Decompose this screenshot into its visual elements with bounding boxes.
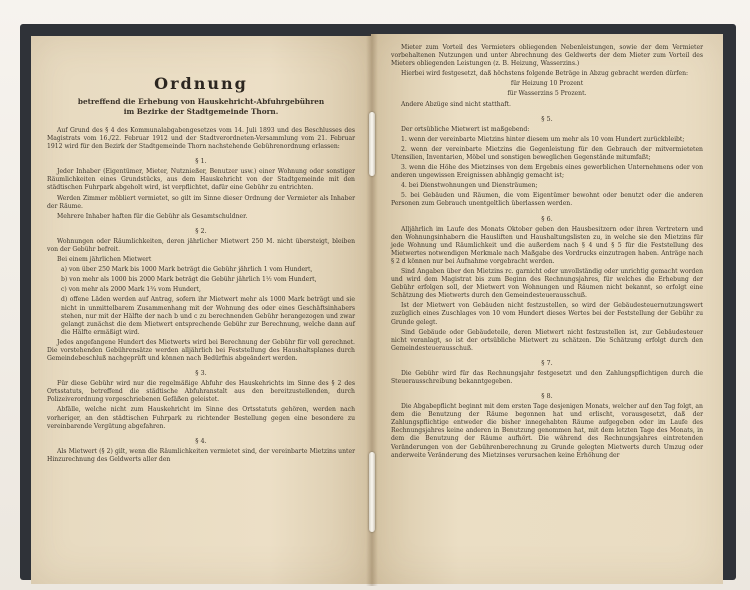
right-page-text [391, 44, 703, 462]
section-5-item-1: 1. wenn der vereinbarte Mietzins hinter diesem um mehr als 10 vom Hundert zurückbleibt; [401, 135, 685, 143]
section-2-item-b: b) von mehr als 1000 bis 2000 Mark beträgt die Gebühr jährlich 1½ vom Hundert, [61, 276, 317, 284]
section-2-paragraph-2: Bei einem jährlichen Mietwert [57, 256, 152, 264]
section-5-item-2: 2. wenn der vereinbarte Mietzins die Gegenleistung für den Gebrauch der mitvermieteten Utensilien, Inventarien, Möbel und sonstigen beweglichen Gegenstände mitumfaßt; [391, 145, 703, 161]
document-subtitle [47, 97, 355, 117]
section-1-paragraph-1: Jeder Inhaber (Eigentümer, Mieter, Nutznießer, Benutzer usw.) einer Wohnung oder sonstiger Räumlichkeiten eines Grundstücks, aus dem Hauskehricht von der Stadtgemeinde mit den städtischen Fuhrpark abgeholt wird, ist verpflichtet, dafür eine Gebühr zu entrichten. [47, 168, 355, 192]
right-page [371, 34, 723, 584]
section-3-heading: § 3. [195, 369, 207, 378]
section-1-heading: § 1. [195, 157, 207, 166]
left-page [31, 36, 371, 584]
section-7-heading: § 7. [541, 358, 553, 367]
intro-paragraph: Auf Grund des § 4 des Kommunalabgabengesetzes vom 14. Juli 1893 und des Beschlusses des Magistrats vom 16./22. Februar 1912 und der Stadtverordneten-Versammlung vom 21. Februar 1912 wird für den Bezirk der Stadtgemeinde Thorn nachstehende Gebührenordnung erlassen: [47, 127, 355, 151]
section-6-heading: § 6. [541, 214, 553, 223]
left-page-text [47, 50, 355, 466]
section-2-item-a: a) von über 250 Mark bis 1000 Mark beträgt die Gebühr jährlich 1 vom Hundert, [61, 266, 313, 274]
section-2-paragraph-1: Wohnungen oder Räumlichkeiten, deren jährlicher Mietwert 250 M. nicht übersteigt, bleiben von der Gebühr befreit. [47, 237, 355, 253]
section-3-paragraph-2: Abfälle, welche nicht zum Hauskehricht im Sinne des Ortsstatuts gehören, werden nach vorheriger, an den städtischen Fuhrpark zu richtender Bestellung gegen eine besondere zu vereinbarende Vergütung abgefahren. [47, 406, 355, 430]
section-6-paragraph-1: Alljährlich im Laufe des Monats Oktober geben den Hausbesitzern oder ihren Vertretern und den Wohnungsinhabern die Hausliften und Haushaltungslisten zu, in welche sie den Mietzins für jede Wohnung und Räumlichkeit und die außerdem nach § 4 und § 5 für die Feststellung des Mietwertes notwendigen Merkmale nach Maßgabe des Vordrucks einzutragen haben. Anträge nach § 2 d können nur bei Aufnahme vorgebracht werden. [391, 225, 703, 265]
subtitle-line-1: betreffend die Erhebung von Hauskehricht-Abfuhrgebühren [77, 97, 325, 106]
deduction-heating: für Heizung 10 Prozent [510, 80, 584, 88]
document-title: Ordnung [154, 74, 248, 93]
section-5-intro: Der ortsübliche Mietwert ist maßgebend: [401, 125, 530, 133]
binding-staple-top [369, 112, 375, 176]
section-2-heading: § 2. [195, 226, 207, 235]
section-2-item-d: d) offene Läden werden auf Antrag, sofern ihr Mietwert mehr als 1000 Mark beträgt und sie nicht in unmittelbarem Zusammenhang mit der Wohnung des oder eines Geschäftsinhabers stehen, nur mit der Hälfte der nach b und c zu berechnenden Gebühr herangezogen und zwar gelangt zunächst die dem Mietwert entsprechende Gebühr zur Berechnung, welche dann auf die Hälfte ermäßigt wird. [61, 296, 355, 336]
section-2-item-c: c) von mehr als 2000 Mark 1¾ vom Hundert, [61, 286, 201, 294]
section-4-heading: § 4. [195, 436, 207, 445]
section-4-paragraph-1: Als Mietwert (§ 2) gilt, wenn die Räumlichkeiten vermietet sind, der vereinbarte Mietzins unter Hinzurechnung des Geldwerts aller den [47, 447, 355, 463]
section-5-item-4: 4. bei Dienstwohnungen und Diensträumen; [401, 182, 538, 190]
section-5-item-5: 5. bei Gebäuden und Räumen, die vom Eigentümer bewohnt oder benutzt oder die anderen Personen zum Gebrauch unentgeltlich überlassen werden. [391, 192, 703, 208]
deduction-note: Andere Abzüge sind nicht statthaft. [401, 100, 511, 108]
section-1-paragraph-2: Werden Zimmer möbliert vermietet, so gilt im Sinne dieser Ordnung der Vermieter als Inhaber der Räume. [47, 194, 355, 210]
section-3-paragraph-1: Für diese Gebühr wird nur die regelmäßige Abfuhr des Hauskehrichts im Sinne des § 2 des Ortsstatuts, betreffend die städtische Abfuhranstalt aus den bereitzustellenden, durch Polizeiverordnung vorgeschriebenen Gefäßen geleistet. [47, 380, 355, 404]
section-8-heading: § 8. [541, 392, 553, 401]
section-8-paragraph-1: Die Abgabepflicht beginnt mit dem ersten Tage desjenigen Monats, welcher auf den Tag folgt, an dem die Benutzung der Räume begonnen hat und erlischt, vorausgesetzt, daß der Zahlungspflichtige entweder die bisher innegehabten Räume aufgegeben oder im Laufe des Rechnungsjahres keine anderen in Benutzung genommen hat, mit dem letzten Tage des Monats, in dem die Benutzung der Räume aufhört. Die während des Rechnungsjahres eintretenden Veränderungen von der Gebührenberechnung zu Grunde gelegten Mietwerts durch Umzug oder anderweite Veränderung des Mietzinses verursachen keine Erhöhung der [391, 403, 703, 459]
section-7-paragraph-1: Die Gebühr wird für das Rechnungsjahr festgesetzt und den Zahlungspflichtigen durch die Steuerausschreibung bekanntgegeben. [391, 369, 703, 385]
section-6-paragraph-2: Sind Angaben über den Mietzins rc. garnicht oder unvollständig oder unrichtig gemacht worden und wird dem Magistrat bis zum Beginn des Rechnungsjahres, für welches die Erhebung der Gebühr erfolgen soll, der Mietwert von Wohnungen und Räumen nicht bekannt, so erfolgt eine Schätzung des Mietwerts durch den Gemeindesteuerausschuß. [391, 267, 703, 300]
deduction-water: für Wasserzins 5 Prozent. [507, 90, 587, 98]
section-2-paragraph-3: Jedes angefangene Hundert des Mietwerts wird bei Berechnung der Gebühr für voll gerechnet. Die vorstehenden Gebührensätze werden alljährlich bei Feststellung des Haushaltsplanes durch Gemeindebeschluß nachgeprüft und können nach Bedürfnis abgeändert werden. [47, 338, 355, 363]
section-5-heading: § 5. [541, 114, 553, 123]
binding-staple-bottom [369, 452, 375, 532]
deduction-paragraph: Hierbei wird festgesetzt, daß höchstens folgende Beträge in Abzug gebracht werden dürfen: [401, 70, 689, 78]
section-1-paragraph-3: Mehrere Inhaber haften für die Gebühr als Gesamtschuldner. [57, 212, 248, 220]
section-5-item-3: 3. wenn die Höhe des Mietzinses von dem Ergebnis eines gewerblichen Unternehmens oder von anderen ungewissen Ereignissen abhängig gemacht ist; [391, 164, 703, 180]
section-6-paragraph-3: Ist der Mietwert von Gebäuden nicht festzustellen, so wird der Gebäudesteuernutzungswert zuzüglich eines Zuschlages von 10 vom Hundert dieses Wertes bei der Feststellung der Gebühr zu Grunde gelegt. [391, 302, 703, 326]
section-6-paragraph-4: Sind Gebäude oder Gebäudeteile, deren Mietwert nicht festzustellen ist, zur Gebäudesteuer nicht veranlagt, so ist der ortsübliche Mietwert zu schätzen. Die Schätzung erfolgt durch den Gemeindesteuerausschuß. [391, 328, 703, 352]
subtitle-line-2: im Bezirke der Stadtgemeinde Thorn. [123, 107, 279, 116]
continuation-paragraph: Mieter zum Vorteil des Vermieters obliegenden Nebenleistungen, sowie der dem Vermieter vorbehaltenen Nutzungen und unter Abrechnung des Geldwerts der dem Mieter zum Vorteil des Mieters obliegenden Leistungen (z. B. Heizung, Wasserzins.) [391, 44, 703, 68]
